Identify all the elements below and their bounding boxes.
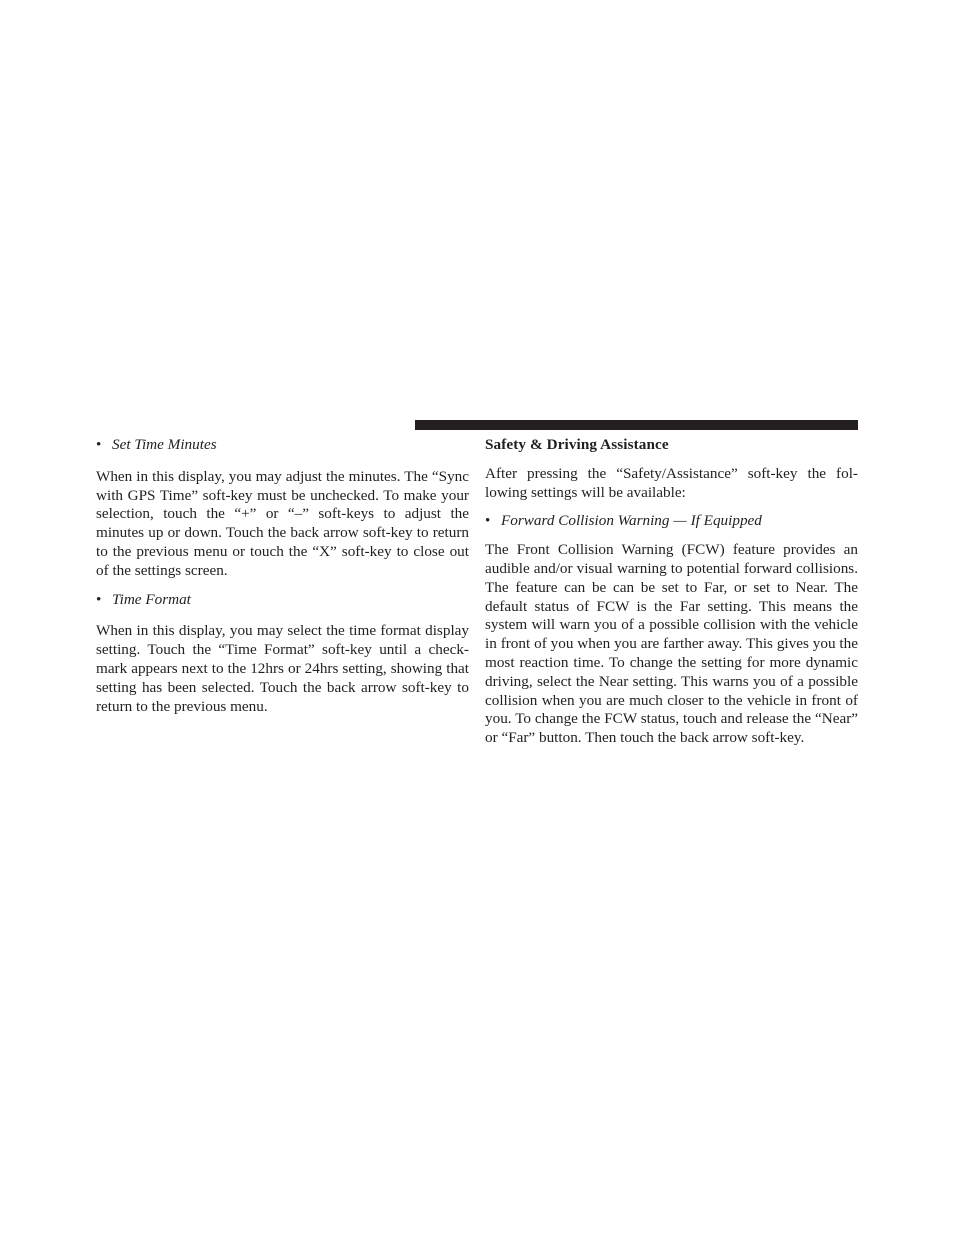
paragraph-time-format: When in this display, you may select the time format display setting. Touch the “Time Format” soft-key until a check-mark appears next to the 12hrs or 24hrs setting, showing that setting has been selected. Touch the back arrow soft-key to return to the previous menu. (96, 622, 469, 715)
bullet-text: Time Format (112, 590, 191, 608)
bullet-forward-collision-warning (485, 512, 858, 531)
bullet-time-format (96, 591, 469, 610)
bullet-text: Set Time Minutes (112, 436, 217, 453)
paragraph-safety-intro: After pressing the “Safety/Assistance” soft-key the fol-lowing settings will be available: (485, 464, 858, 501)
right-column (485, 436, 858, 748)
left-column (96, 436, 469, 716)
paragraph-fcw-description: The Front Collision Warning (FCW) feature provides an audible and/or visual warning to potential forward collisions. The feature can be can be set to Far, or set to Near. The default status of FCW is the Far setting. This means the system will warn you of a possible collision with the vehicle in front of you when you are farther away. This gives you the most reaction time. To change the setting for more dynamic driving, select the Near setting. This warns you of a possible collision when you are much closer to the vehicle in front of you. To change the FCW status, touch and release the “Near” or “Far” button. Then touch the back arrow soft-key. (485, 541, 858, 747)
section-header-bar (415, 420, 858, 430)
paragraph-set-time-minutes: When in this display, you may adjust the minutes. The “Sync with GPS Time” soft-key must be unchecked. To make your selection, touch the “+” or “–” soft-keys to adjust the minutes up or down. Touch the back arrow soft-key to return to the previous menu or touch the “X” soft-key to close out of the settings screen. (96, 467, 469, 579)
bullet-set-time-minutes (96, 436, 469, 455)
section-heading: Safety & Driving Assistance (485, 436, 669, 453)
bullet-dot: • (96, 436, 102, 453)
bullet-dot: • (96, 590, 102, 608)
bullet-dot: • (485, 512, 491, 530)
bullet-text: Forward Collision Warning — If Equipped (501, 512, 762, 530)
